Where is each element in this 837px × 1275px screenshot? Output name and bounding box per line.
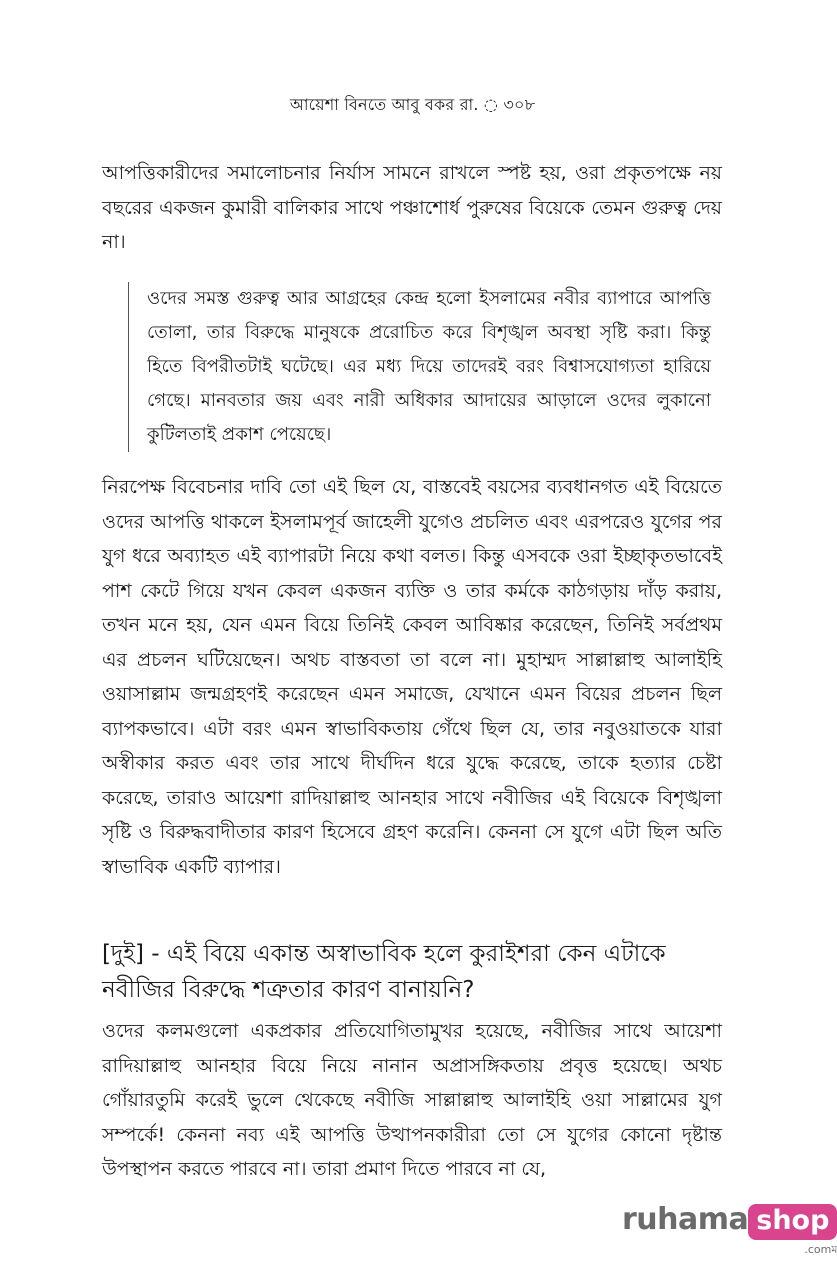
logo-domain-suffix: .comম [804,1243,837,1256]
section-heading: [দুই] - এই বিয়ে একান্ত অস্বাভাবিক হলে কুরাইশরা কেন এটাকে নবীজির বিরুদ্ধে শত্রুতার কারণ বানায়নি? [102,941,666,1003]
body-paragraph-1: আপত্তিকারীদের সমালোচনার নির্যাস সামনে রাখলে স্পষ্ট হয়, ওরা প্রকৃতপক্ষে নয় বছরের একজন কুমারী বালিকার সাথে পঞ্চাশোর্ধ পুরুষের বিয়েকে তেমন গুরুত্ব দেয় না। [102,162,722,253]
logo-badge: shop [748,1204,837,1240]
logo-word: ruhama [622,1202,749,1237]
body-paragraph-2: নিরপেক্ষ বিবেচনার দাবি তো এই ছিল যে, বাস্তবেই বয়সের ব্যবধানগত এই বিয়েতে ওদের আপত্তি থাকলে ইসলামপূর্ব জাহেলী যুগেও প্রচলিত এবং এরপরেও যুগের পর যুগ ধরে অব্যাহত এই ব্যাপারটা নিয়ে কথা বলত। কিন্তু এসবকে ওরা ইচ্ছাকৃতভাবেই পাশ কেটে গিয়ে যখন কেবল একজন ব্যক্তি ও তার কর্মকে কাঠগড়ায় দাঁড় করায়, তখন মনে হয়, যেন এমন বিয়ে তিনিই কেবল আবিষ্কার করেছেন, তিনিই সর্বপ্রথম এর প্রচলন ঘটিয়েছেন। অথচ বাস্তবতা তা বলে না। মুহাম্মদ সাল্লাল্লাহু আলাইহি ওয়াসাল্লাম জন্মগ্রহণই করেছেন এমন সমাজে, যেখানে এমন বিয়ের প্রচলন ছিল ব্যাপকভাবে। এটা বরং এমন স্বাভাবিকতায় গেঁথে ছিল যে, তার নবুওয়াতকে যারা অস্বীকার করত এবং তার সাথে দীর্ঘদিন ধরে যুদ্ধে করেছে, তাকে হত্যার চেষ্টা করেছে, তারাও আয়েশা রাদিয়াল্লাহু আনহার সাথে নবীজির এই বিয়েকে বিশৃঙ্খলা সৃষ্টি ও বিরুদ্ধবাদীতার কারণ হিসেবে গ্রহণ করেনি। কেননা সে যুগে এটা ছিল অতি স্বাভাবিক একটি ব্যাপার। [102,476,722,878]
logo-badge-group [748,1200,837,1260]
block-quote: ওদের সমস্ত গুরুত্ব আর আগ্রহের কেন্দ্র হলো ইসলামের নবীর ব্যাপারে আপত্তি তোলা, তার বিরুদ্ধে মানুষকে প্ররোচিত করে বিশৃঙ্খল অবস্থা সৃষ্টি করা। কিন্তু হিতে বিপরীতটাই ঘটেছে। এর মধ্য দিয়ে তাদেরই বরং বিশ্বাসযোগ্যতা হারিয়ে গেছে। মানবতার জয় এবং নারী অধিকার আদায়ের আড়ালে ওদের লুকানো কুটিলতাই প্রকাশ পেয়েছে। [128,282,711,452]
body-paragraph-3: ওদের কলমগুলো একপ্রকার প্রতিযোগিতামুখর হয়েছে, নবীজির সাথে আয়েশা রাদিয়াল্লাহু আনহার বিয়ে নিয়ে নানান অপ্রাসঙ্গিকতায় প্রবৃত্ত হয়েছে। অথচ গোঁয়ারতুমি করেই ভুলে থেকেছে নবীজি সাল্লাল্লাহু আলাইহি ওয়া সাল্লামের যুগ সম্পর্কে! কেননা নব্য এই আপত্তি উত্থাপনকারীরা তো সে যুগের কোনো দৃষ্টান্ত উপস্থাপন করতে পারবে না। তারা প্রমাণ দিতে পারবে না যে, [102,1020,722,1180]
ruhamashop-logo [622,1200,837,1260]
running-header: আয়েশা বিনতে আবু বকর রা. ◌ ৩০৮ [289,95,536,114]
